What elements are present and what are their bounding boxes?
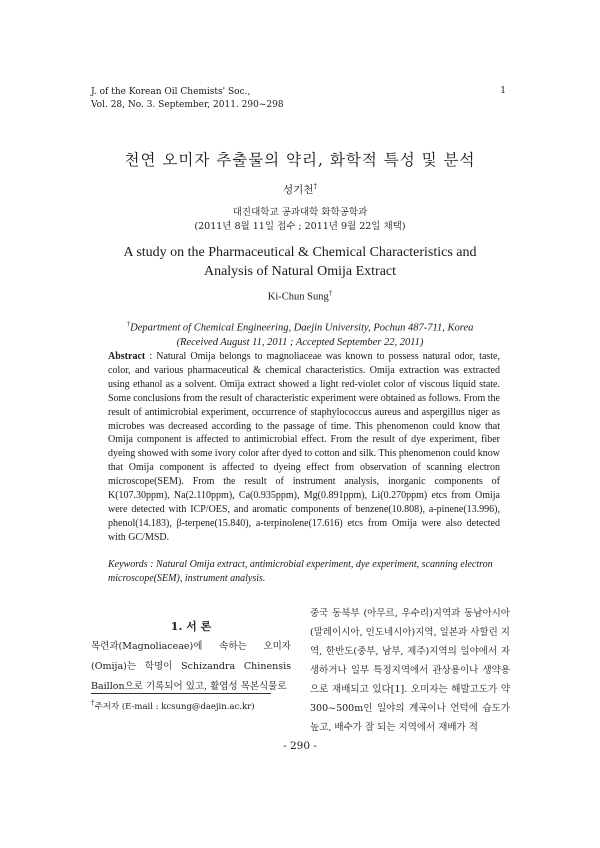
footnote-dagger: † [91, 699, 95, 707]
dates-english: (Received August 11, 2011 ; Accepted September 22, 2011) [176, 336, 424, 348]
abstract-label: Abstract [108, 351, 146, 362]
journal-volume: Vol. 28, No. 3. September, 2011. 290~298 [91, 100, 284, 110]
abstract-text: : Natural Omija belongs to magnoliaceae was known to possess natural odor, taste, color, and various pharmaceutical & chemical characteristics. Omija extraction was extracted using ethanol as a solvent. Omija extract showed a light red-violet color of viscous liquid state. Some conclusions from the result of characteristic experiment were obtained as follows. From the result of antimicrobial experiment, occurrence of staphylococcus aureus and aspergillus niger as microbes was decreased according to the passage of time. This phenomenon could know that Omija component is affected to antimicrobial effect. From the result of dye experiment, fiber dyeing showed with some ivory color after dyed to cotton and silk. This phenomenon could know that Omija component is affected to dyeing effect from observation of scanning electron microscope(SEM). From the result of instrument analysis, inorganic components of K(107.30ppm), Na(2.110ppm), Ca(0.935ppm), Mg(0.891ppm), Li(0.270ppm) etcs from Omija were detected with ICP/OES, and aromatic components of benzene(10.808), a-pinene(13.996), phenol(14.183), β-terpene(15.840), a-terpinolene(17.616) etcs from Omija were also detected with GC/MSD. [108, 351, 500, 543]
dagger-mark: † [313, 182, 317, 191]
affiliation-korean-text: 대진대학교 공과대학 화학공학과 [232, 207, 368, 218]
keywords [108, 558, 500, 586]
header-page-number: 1 [500, 86, 506, 96]
dagger-mark-en: † [328, 289, 333, 297]
footnote [91, 699, 255, 712]
keywords-label: Keywords [108, 559, 148, 570]
title-korean: 천연 오미자 추출물의 약리, 화학적 특성 및 분석 [124, 151, 476, 169]
title-english-line2: Analysis of Natural Omija Extract [203, 264, 397, 279]
author-english-name: Ki-Chun Sung [267, 291, 329, 303]
author-korean [0, 182, 600, 197]
body-right-column: 중국 동북부 (아무르, 우수리)지역과 동남아시아(말레이시아, 인도네시아)지역, 일본과 사할린 지역, 한반도(중부, 남부, 제주)지역의 일야에서 자생하거나 일부 특정지역에서 관상용이나 생약용으로 재배되고 있다[1]. 오미자는 해발고도가 약 300~500m인 일야의 계곡이나 언덕에 습도가 높고, 배수가 잘 되는 지역에서 재배가 적 [310, 608, 510, 733]
dates-korean: (2011년 8월 11일 접수 ; 2011년 9월 22일 채택) [194, 221, 406, 232]
journal-name: J. of the Korean Oil Chemists' Soc., [91, 87, 251, 97]
affiliation-korean [0, 206, 600, 234]
body-left-column: 목련과(Magnoliaceae)에 속하는 오미자(Omija)는 학명이 Schizandra Chinensis Baillon으로 기록되어 있고, 활엽성 목본식물로 [91, 641, 291, 692]
dagger-mark-affil: † [126, 320, 131, 328]
abstract [108, 350, 500, 545]
affiliation-english-text: Department of Chemical Engineering, Daejin University, Pochun 487-711, Korea [130, 322, 474, 334]
keywords-text: : Natural Omija extract, antimicrobial experiment, dye experiment, scanning electron microscope(SEM), instrument analysis. [108, 559, 493, 584]
author-english [0, 289, 600, 303]
title-english [60, 243, 540, 281]
page-footer-number: - 290 - [283, 740, 317, 752]
affiliation-english [0, 317, 600, 350]
title-english-line1: A study on the Pharmaceutical & Chemical Characteristics and [123, 245, 477, 260]
footnote-divider [91, 693, 271, 694]
section-heading-introduction: 1. 서 론 [170, 620, 212, 633]
author-korean-name: 성기천 [283, 184, 314, 196]
footnote-text: 주저자 (E-mail : kcsung@daejin.ac.kr) [94, 701, 255, 712]
journal-citation [91, 86, 284, 112]
